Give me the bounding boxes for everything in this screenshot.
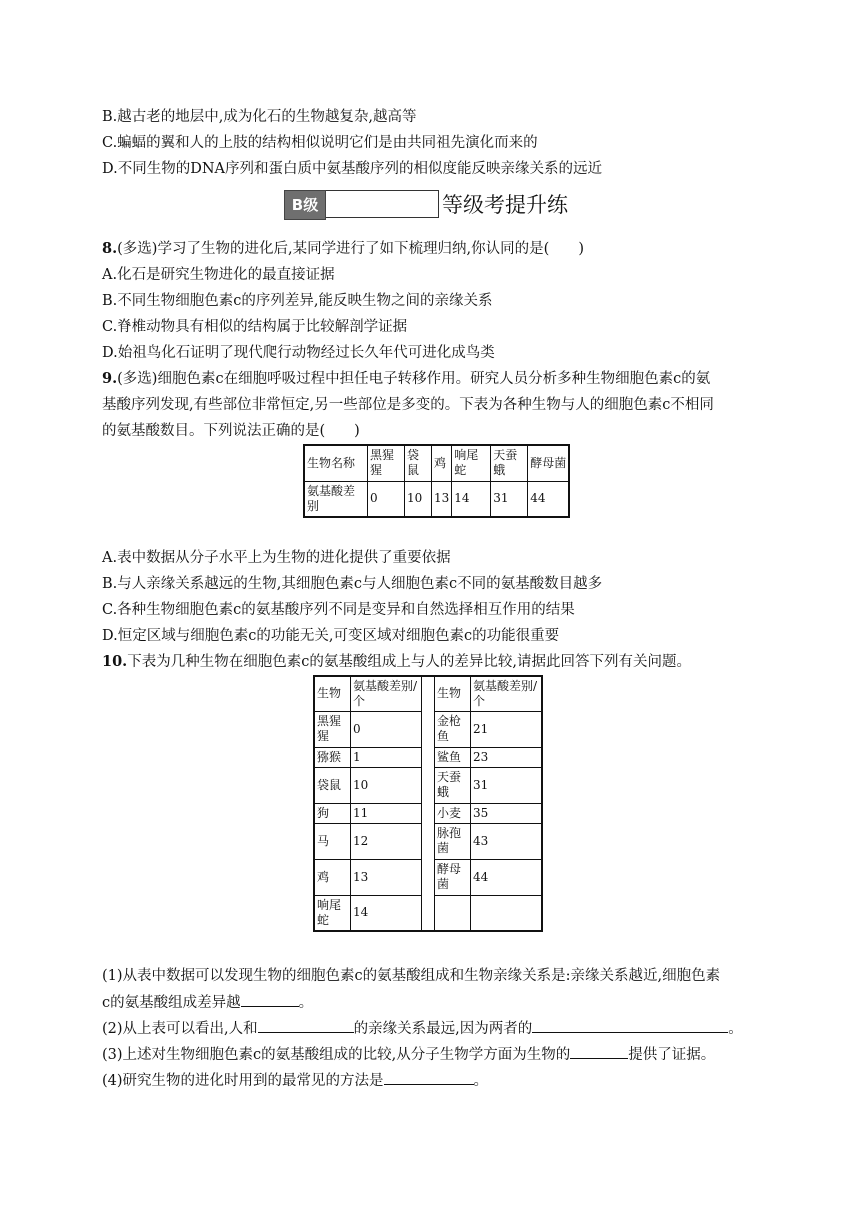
q10-sub3-blank[interactable] <box>570 1044 628 1059</box>
q9-td-1: 0 <box>368 481 405 517</box>
q10-diff-right-3: 35 <box>471 803 543 823</box>
q10-gap <box>422 676 435 711</box>
q9-td-label: 氨基酸差别 <box>304 481 368 517</box>
q10-org-right-5: 酵母菌 <box>435 859 471 895</box>
q10-org-right-1: 鲨鱼 <box>435 747 471 767</box>
q10-diff-left-0: 0 <box>351 711 422 747</box>
q9-option-a: A.表中数据从分子水平上为生物的进化提供了重要依据 <box>102 550 451 566</box>
q9-th-2: 袋鼠 <box>405 445 432 481</box>
q10-org-left-4: 马 <box>314 823 351 859</box>
q10-gap <box>422 895 435 931</box>
q10-diff-right-6 <box>471 895 543 931</box>
q10-gap <box>422 823 435 859</box>
section-title: 等级考提升练 <box>442 193 568 217</box>
q10-gap <box>422 711 435 747</box>
q10-org-right-6 <box>435 895 471 931</box>
q8-stem-text: (多选)学习了生物的进化后,某同学进行了如下梳理归纳,你认同的是( ) <box>117 241 584 257</box>
q10-diff-right-2: 31 <box>471 767 543 803</box>
option-d-prev: D.不同生物的DNA序列和蛋白质中氨基酸序列的相似度能反映亲缘关系的远近 <box>102 161 602 177</box>
q10-gap <box>422 803 435 823</box>
q9-th-1: 黑猩猩 <box>368 445 405 481</box>
q9-table <box>303 444 570 518</box>
table-row <box>314 823 542 859</box>
q10-sub1-line1: (1)从表中数据可以发现生物的细胞色素c的氨基酸组成和生物亲缘关系是:亲缘关系越近,细胞色素 <box>102 968 721 984</box>
q10-sub3-text-a: (3)上述对生物细胞色素c的氨基酸组成的比较,从分子生物学方面为生物的 <box>102 1047 571 1063</box>
q10-diff-left-1: 1 <box>351 747 422 767</box>
q10-diff-left-5: 13 <box>351 859 422 895</box>
q10-sub1-period: 。 <box>298 995 314 1011</box>
q9-option-b: B.与人亲缘关系越远的生物,其细胞色素c与人细胞色素c不同的氨基酸数目越多 <box>102 576 603 592</box>
q9-number: 9. <box>102 370 118 387</box>
q9-option-c: C.各种生物细胞色素c的氨基酸序列不同是变异和自然选择相互作用的结果 <box>102 602 575 618</box>
q10-th-diff-left: 氨基酸差别/个 <box>351 676 422 711</box>
q10-sub2-period: 。 <box>728 1021 743 1037</box>
q10-th-diff-right: 氨基酸差别/个 <box>471 676 543 711</box>
q9-td-6: 44 <box>528 481 570 517</box>
q10-org-right-0: 金枪鱼 <box>435 711 471 747</box>
q9-td-5: 31 <box>491 481 528 517</box>
q10-diff-left-3: 11 <box>351 803 422 823</box>
q10-sub4-line <box>102 1070 488 1091</box>
q10-org-right-4: 脉孢菌 <box>435 823 471 859</box>
q10-th-org-left: 生物 <box>314 676 351 711</box>
q10-gap <box>422 767 435 803</box>
q10-sub2-blank-1[interactable] <box>258 1018 354 1033</box>
q9-stem-1 <box>102 369 710 389</box>
q10-org-left-6: 响尾蛇 <box>314 895 351 931</box>
q9-th-4: 响尾蛇 <box>452 445 491 481</box>
q10-sub2-blank-2[interactable] <box>532 1018 728 1033</box>
q10-stem-text: 下表为几种生物在细胞色素c的氨基酸组成上与人的差异比较,请据此回答下列有关问题。 <box>127 654 691 670</box>
option-c-prev: C.蝙蝠的翼和人的上肢的结构相似说明它们是由共同祖先演化而来的 <box>102 135 538 151</box>
q9-table-data-row <box>304 481 569 517</box>
q8-option-c: C.脊椎动物具有相似的结构属于比较解剖学证据 <box>102 319 408 335</box>
q10-sub1-blank[interactable] <box>241 992 299 1007</box>
q9-stem-3: 的氨基酸数目。下列说法正确的是( ) <box>102 423 360 439</box>
q8-option-a: A.化石是研究生物进化的最直接证据 <box>102 267 335 283</box>
q10-diff-left-4: 12 <box>351 823 422 859</box>
q10-diff-right-1: 23 <box>471 747 543 767</box>
q9-th-6: 酵母菌 <box>528 445 570 481</box>
q9-th-5: 天蚕蛾 <box>491 445 528 481</box>
table-row <box>314 895 542 931</box>
q10-sub4-period: 。 <box>473 1073 489 1089</box>
q10-gap <box>422 747 435 767</box>
table-row <box>314 803 542 823</box>
q9-td-2: 10 <box>405 481 432 517</box>
table-row <box>314 859 542 895</box>
table-row <box>314 747 542 767</box>
q10-sub4-text: (4)研究生物的进化时用到的最常见的方法是 <box>102 1073 384 1089</box>
q10-table-header-row <box>314 676 542 711</box>
q10-gap <box>422 859 435 895</box>
q9-stem-2: 基酸序列发现,有些部位非常恒定,另一些部位是多变的。下表为各种生物与人的细胞色素c不相同 <box>102 397 714 413</box>
q9-option-d: D.恒定区域与细胞色素c的功能无关,可变区域对细胞色素c的功能很重要 <box>102 628 560 644</box>
q10-sub2-text-b: 的亲缘关系最远,因为两者的 <box>353 1021 533 1037</box>
option-b-prev: B.越古老的地层中,成为化石的生物越复杂,越高等 <box>102 109 417 125</box>
q8-option-b: B.不同生物细胞色素c的序列差异,能反映生物之间的亲缘关系 <box>102 293 493 309</box>
q10-org-left-5: 鸡 <box>314 859 351 895</box>
q9-th-name: 生物名称 <box>304 445 368 481</box>
table-row <box>314 767 542 803</box>
q10-sub1-line2 <box>102 992 313 1013</box>
q10-diff-right-0: 21 <box>471 711 543 747</box>
q10-table <box>313 675 543 932</box>
q8-option-d: D.始祖鸟化石证明了现代爬行动物经过长久年代可进化成鸟类 <box>102 345 495 361</box>
q10-sub3-line <box>102 1044 715 1065</box>
q10-number: 10. <box>102 653 128 670</box>
q10-org-left-2: 袋鼠 <box>314 767 351 803</box>
q10-stem <box>102 652 691 672</box>
q10-diff-left-2: 10 <box>351 767 422 803</box>
q10-sub2-text-a: (2)从上表可以看出,人和 <box>102 1021 258 1037</box>
q8-stem <box>102 239 584 259</box>
q9-td-4: 14 <box>452 481 491 517</box>
q10-org-left-3: 狗 <box>314 803 351 823</box>
q10-diff-right-4: 43 <box>471 823 543 859</box>
level-badge: B级 <box>284 190 326 220</box>
q10-diff-left-6: 14 <box>351 895 422 931</box>
q9-stem-text-1: (多选)细胞色素c在细胞呼吸过程中担任电子转移作用。研究人员分析多种生物细胞色素c的氨 <box>117 371 711 387</box>
q10-sub3-text-b: 提供了证据。 <box>628 1047 716 1063</box>
q10-th-org-right: 生物 <box>435 676 471 711</box>
q10-sub2-line <box>102 1018 743 1039</box>
q9-table-header-row <box>304 445 569 481</box>
q10-sub4-blank[interactable] <box>384 1070 474 1085</box>
q10-diff-right-5: 44 <box>471 859 543 895</box>
q9-td-3: 13 <box>432 481 452 517</box>
q9-th-3: 鸡 <box>432 445 452 481</box>
table-row <box>314 711 542 747</box>
q10-org-left-0: 黑猩猩 <box>314 711 351 747</box>
q10-org-right-3: 小麦 <box>435 803 471 823</box>
q8-number: 8. <box>102 240 118 257</box>
q10-sub1-text: c的氨基酸组成差异越 <box>102 995 241 1011</box>
q10-org-right-2: 天蚕蛾 <box>435 767 471 803</box>
header-box <box>326 190 439 218</box>
q10-org-left-1: 猕猴 <box>314 747 351 767</box>
